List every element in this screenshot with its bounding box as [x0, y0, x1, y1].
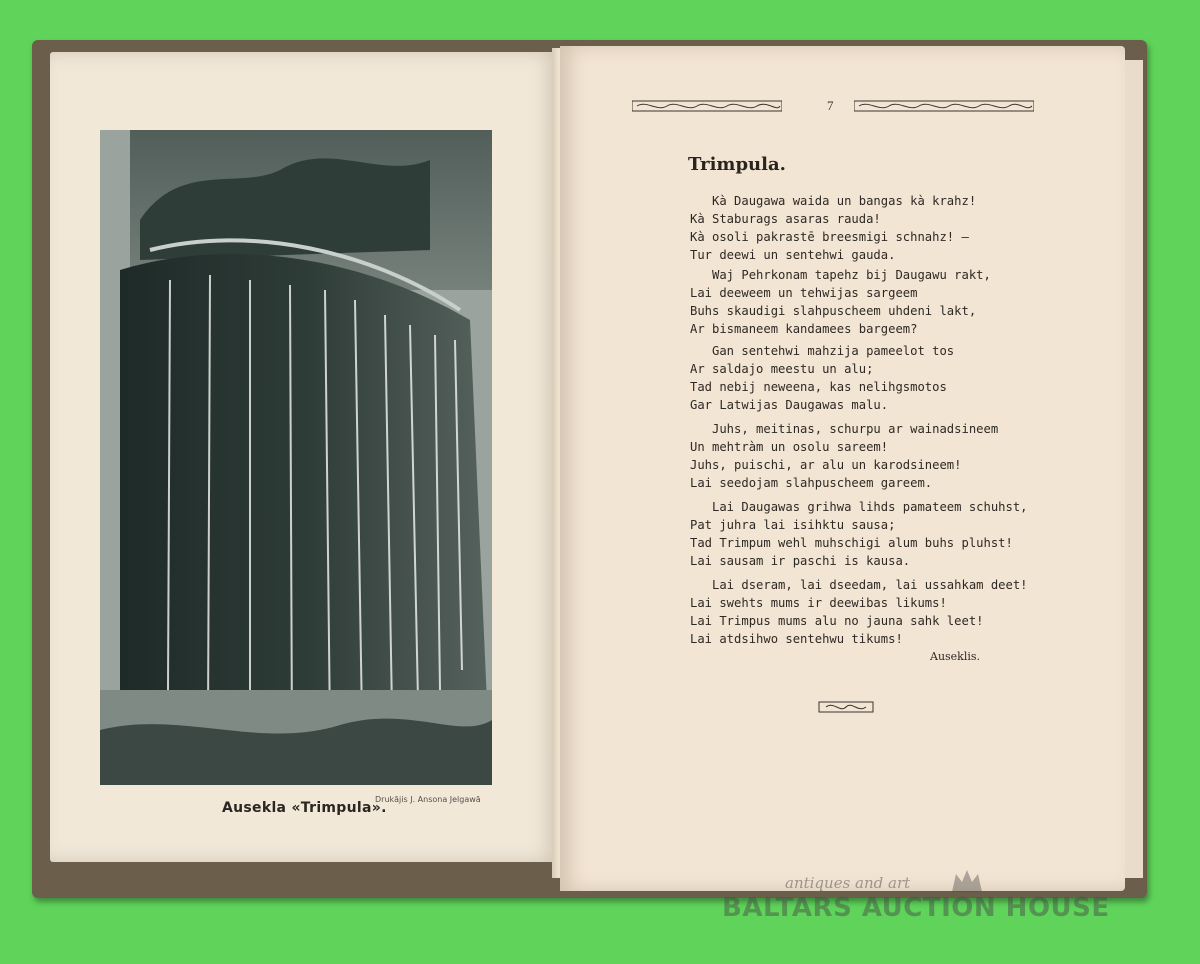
- crown-icon: [950, 868, 984, 894]
- poem-line: Lai Trimpus mums alu no jauna sahk leet!: [690, 614, 984, 628]
- page-header: [632, 98, 1038, 116]
- page-number: 7: [827, 98, 834, 113]
- printer-credit: Drukājis J. Ansona Jelgawā: [375, 795, 481, 804]
- poem-line: Tad Trimpum wehl muhschigi alum buhs pluhst!: [690, 536, 1013, 550]
- poem-line: Lai deeweem un tehwijas sargeem: [690, 286, 918, 300]
- poem-line: Lai Daugawas grihwa lihds pamateem schuhst,: [690, 500, 1028, 514]
- poem-line: Pat juhra lai isihktu sausa;: [690, 518, 896, 532]
- illustration-caption: Ausekla «Trimpula».: [222, 800, 387, 816]
- poem-line: Un mehtràm un osolu sareem!: [690, 440, 889, 454]
- stanza-1: [690, 192, 976, 264]
- poem-line: Ar saldajo meestu un alu;: [690, 362, 874, 376]
- footer-ornament-icon: [818, 700, 874, 714]
- header-ornament-right-icon: [854, 100, 1034, 112]
- poem-author: Auseklis.: [930, 650, 981, 663]
- poem-line: Lai sausam ir paschi is kausa.: [690, 554, 911, 568]
- poem-line: Tad nebij neweena, kas nelihgsmotos: [690, 380, 947, 394]
- poem-title: Trimpula.: [688, 154, 786, 175]
- stanza-4: [690, 420, 998, 492]
- poem-line: Kà Staburags asaras rauda!: [690, 212, 881, 226]
- poem-line: Kà Daugawa waida un bangas kà krahz!: [690, 194, 977, 208]
- poem-line: Gar Latwijas Daugawas malu.: [690, 398, 889, 412]
- poem-line: Waj Pehrkonam tapehz bij Daugawu rakt,: [690, 268, 991, 282]
- poem-line: Juhs, meitinas, schurpu ar wainadsineem: [690, 422, 999, 436]
- stanza-5: [690, 498, 1028, 570]
- header-ornament-left-icon: [632, 100, 782, 112]
- watermark-tagline: antiques and art: [785, 874, 911, 892]
- poem-line: Lai dseram, lai dseedam, lai ussahkam deet!: [690, 578, 1028, 592]
- poem-line: Ar bismaneem kandamees bargeem?: [690, 322, 918, 336]
- watermark-brand: BALTARS AUCTION HOUSE: [722, 893, 1110, 923]
- poem-line: Buhs skaudigi slahpuscheem uhdeni lakt,: [690, 304, 977, 318]
- poem-line: Tur deewi un sentehwi gauda.: [690, 248, 896, 262]
- poem-line: Lai atdsihwo sentehwu tikums!: [690, 632, 903, 646]
- poem-line: Juhs, puischi, ar alu un karodsineem!: [690, 458, 962, 472]
- poem-line: Lai swehts mums ir deewibas likums!: [690, 596, 947, 610]
- poem-line: Lai seedojam slahpuscheem gareem.: [690, 476, 933, 490]
- poem-line: Gan sentehwi mahzija pameelot tos: [690, 344, 955, 358]
- stanza-3: [690, 342, 954, 414]
- poem-line: Kà osoli pakrastē breesmigi schnahz! —: [690, 230, 969, 244]
- stanza-6: [690, 576, 1028, 648]
- stanza-2: [690, 266, 991, 338]
- waterfall-illustration: [100, 130, 492, 785]
